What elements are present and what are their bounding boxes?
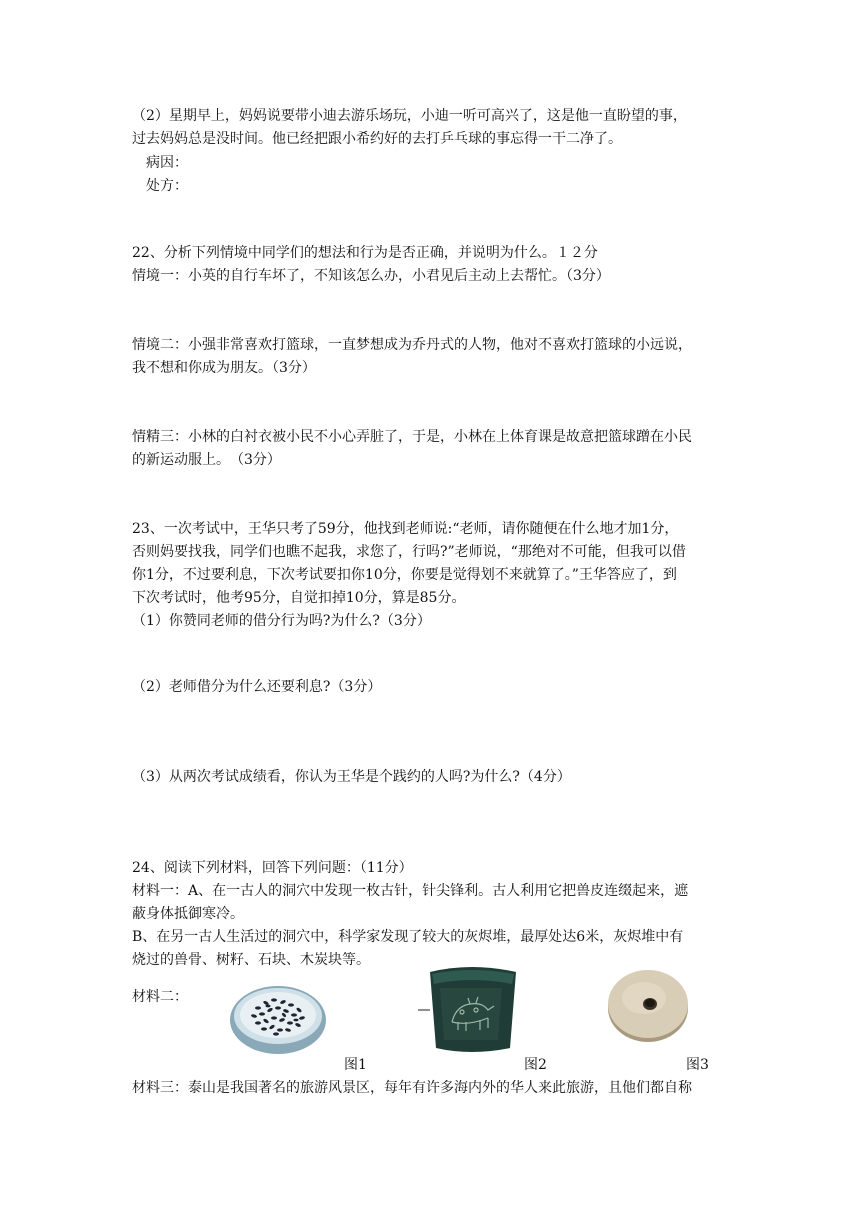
q24-material3-line1: 材料三：泰山是我国著名的旅游风景区，每年有许多海内外的华人来此旅游，且他们都自称 <box>132 1080 692 1096</box>
q22-scenario-2-line1: 情境二：小强非常喜欢打篮球，一直梦想成为乔丹式的人物，他对不喜欢打篮球的小远说， <box>132 337 692 353</box>
figure-3-caption: 图3 <box>686 1057 709 1073</box>
q24-material1b-line2: 烧过的兽骨、树籽、石块、木炭块等。 <box>132 952 370 968</box>
q22-title: 22、分析下列情境中同学们的想法和行为是否正确，并说明为什么。１２分 <box>132 245 598 261</box>
q24-material1b-line1: B、在另一古人生活过的洞穴中，科学家发现了较大的灰烬堆，最厚处达6米，灰烬堆中有 <box>132 929 684 945</box>
q23-line1: 23、一次考试中，王华只考了59分，他找到老师说:“老师，请你随便在什么地才加1分， <box>132 521 679 537</box>
q23-line2: 否则妈要找我，同学们也瞧不起我，求您了，行吗?”老师说，“那绝对不可能，但我可以借 <box>132 544 686 560</box>
q22-scenario-1: 情境一：小英的自行车坏了，不知该怎么办，小君见后主动上去帮忙。（3分） <box>132 268 610 284</box>
q24-material2-label: 材料二： <box>132 989 188 1005</box>
q23-line3: 你1分，不过要利息，下次考试要扣你10分，你要是觉得划不来就算了。”王华答应了，到 <box>132 567 677 583</box>
q24-material1-line2: 蔽身体抵御寒冷。 <box>132 906 244 922</box>
q24-title: 24、阅读下列材料，回答下列问题：（11分） <box>132 860 413 876</box>
q21-part2-line1: （2）星期早上，妈妈说要带小迪去游乐场玩，小迪一听可高兴了，这是他一直盼望的事， <box>132 108 687 124</box>
figure-2-caption: 图2 <box>524 1057 547 1073</box>
stone-disc-figure <box>604 962 692 1048</box>
q24-material1-line1: 材料一：A、在一古人的洞穴中发现一枚古针，针尖锋利。古人利用它把兽皮连缀起来，遮 <box>132 883 689 899</box>
q23-part3: （3）从两次考试成绩看，你认为王华是个践约的人吗?为什么?（4分） <box>132 769 571 785</box>
seed-dish-figure <box>228 970 332 1058</box>
remedy-label: 处方： <box>146 178 188 194</box>
q23-line4: 下次考试时，他考95分，自觉扣掉10分，算是85分。 <box>132 590 466 606</box>
q22-scenario-3-line2: 的新运动服上。 （3分） <box>132 452 281 468</box>
q21-part2-line2: 过去妈妈总是没时间。他已经把跟小希约好的去打乒乓球的事忘得一干二净了。 <box>132 131 622 147</box>
cause-label: 病因： <box>146 155 188 171</box>
figure-1-caption: 图1 <box>344 1057 367 1073</box>
q22-scenario-3-line1: 情精三：小林的白衬衣被小民不小心弄脏了，于是，小林在上体育课是故意把篮球蹭在小民 <box>132 429 692 445</box>
q23-part1: （1）你赞同老师的借分行为吗?为什么?（3分） <box>132 613 431 629</box>
bronze-vessel-figure <box>418 960 524 1058</box>
q22-scenario-2-line2: 我不想和你成为朋友。（3分） <box>132 360 316 376</box>
q23-part2: （2）老师借分为什么还要利息?（3分） <box>132 679 382 695</box>
